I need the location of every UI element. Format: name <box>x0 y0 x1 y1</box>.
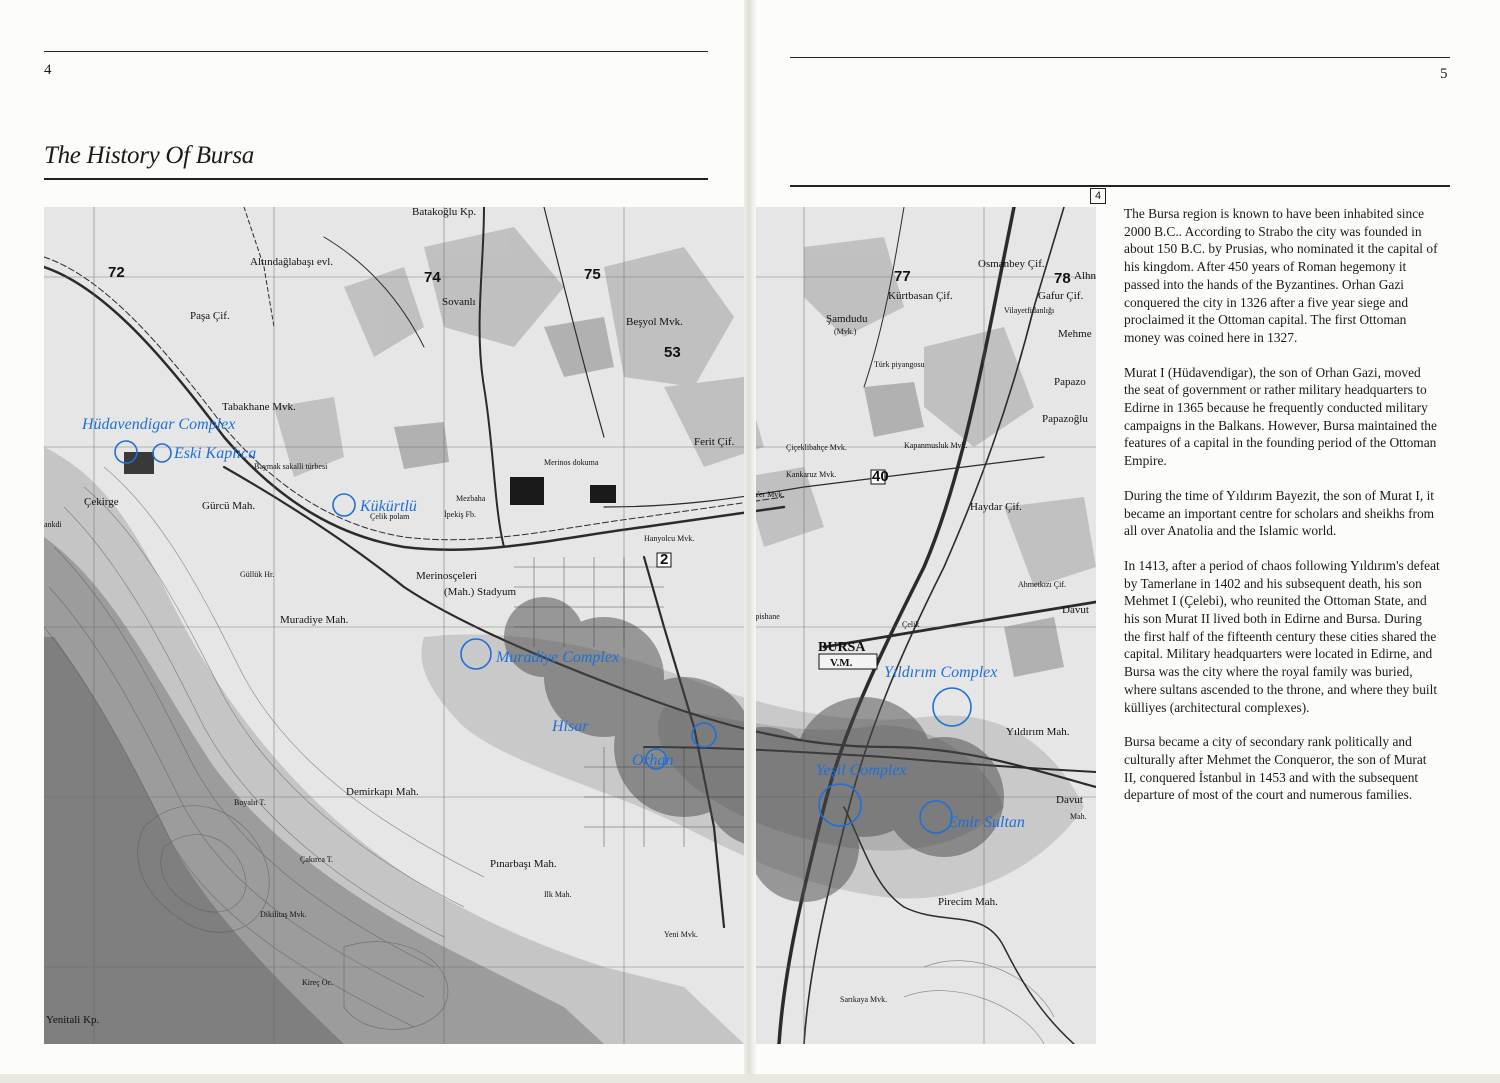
paragraph-2: Murat I (Hüdavendigar), the son of Orhan Gazi, moved the seat of government or rather military headquarters to Edirne in 1365 because he frequently conducted military campaigns in the Balkans. However, Bursa maintained the features of a capital in the founding period of the Ottoman Empire. <box>1124 364 1437 469</box>
title-rule-right <box>790 185 1450 187</box>
bursa-map <box>44 207 744 1044</box>
figure-number: 4 <box>1090 188 1106 204</box>
paragraph-5: Bursa became a city of secondary rank politically and culturally after Mehmet the Conqueror, the son of Murat II, conquered İstanbul in 1453 and with the subsequent departure of most of the court and numerous families. <box>1124 734 1427 803</box>
title-rule-left <box>44 178 708 180</box>
page-number-left: 4 <box>44 62 52 78</box>
history-text <box>1124 205 1440 821</box>
header-rule-right <box>790 57 1450 58</box>
book-gutter <box>744 0 756 1083</box>
page-edge <box>0 1074 1500 1083</box>
paragraph-4: In 1413, after a period of chaos following Yıldırım's defeat by Tamerlane in 1402 and his subsequent death, his son Mehmet I (Çelebi), who reunited the Ottoman State, and his son Murat II lived both in Edirne and Bursa. During the first half of the fifteenth century these cities shared the capital. Military headquarters were located in Edirne, and Bursa was the city where the royal family was buried, where sultans ascended to the throne, and where they built külliyes (architectural complexes). <box>1124 557 1440 715</box>
header-rule-left <box>44 51 708 52</box>
paragraph-1: The Bursa region is known to have been inhabited since 2000 B.C.. According to Strabo the city was founded in about 150 B.C. by Prusias, who nominated it the capital of his kingdom. After 450 years of Roman hegemony it passed into the hands of the Byzantines. Orhan Gazi conquered the city in 1326 after a five year siege and proclaimed it the Ottoman capital. The first Ottoman money was coined here in 1327. <box>1124 206 1438 345</box>
bursa-map-right <box>756 207 1096 1044</box>
paragraph-3: During the time of Yıldırım Bayezit, the son of Murat I, it became an important centre for scholars and sheikhs from all over Anatolia and the Islamic world. <box>1124 487 1435 539</box>
page-number-right: 5 <box>1440 66 1448 82</box>
chapter-title: The History Of Bursa <box>44 142 254 169</box>
map-left-half <box>44 207 744 1044</box>
map-right-half <box>756 207 1096 1044</box>
